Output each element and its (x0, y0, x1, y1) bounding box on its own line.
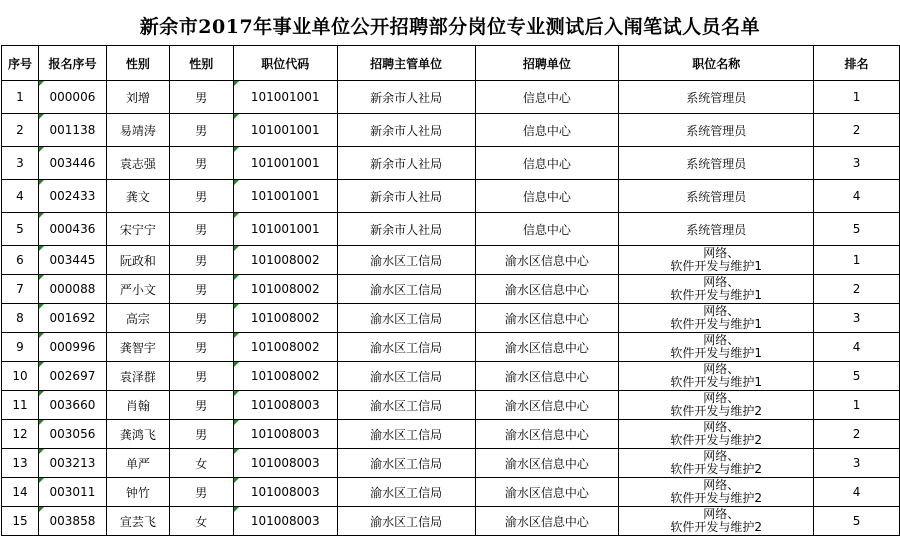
reg-no-cell: 003213 (38, 449, 106, 478)
seq-cell: 7 (2, 275, 39, 304)
name-cell: 宣芸飞 (106, 507, 169, 536)
gender-cell: 男 (169, 362, 233, 391)
seq-cell: 6 (2, 246, 39, 275)
table-row (2, 180, 900, 213)
rank-cell: 1 (814, 246, 900, 275)
seq-cell: 4 (2, 180, 39, 213)
name-cell: 高宗 (106, 304, 169, 333)
employer-cell: 渝水区信息中心 (475, 507, 619, 536)
authority-cell: 渝水区工信局 (337, 246, 475, 275)
employer-cell: 渝水区信息中心 (475, 420, 619, 449)
name-cell: 袁志强 (106, 147, 169, 180)
name-cell: 阮政和 (106, 246, 169, 275)
position-name-line: 网络、 (703, 333, 740, 347)
authority-cell: 渝水区工信局 (337, 362, 475, 391)
employer-cell: 渝水区信息中心 (475, 449, 619, 478)
authority-cell: 渝水区工信局 (337, 449, 475, 478)
gender-cell: 男 (169, 333, 233, 362)
reg-no-cell: 000996 (38, 333, 106, 362)
name-cell: 刘增 (106, 81, 169, 114)
rank-cell: 1 (814, 81, 900, 114)
employer-cell: 信息中心 (475, 180, 619, 213)
position-name-cell: 系统管理员 (619, 213, 814, 246)
reg-no-cell: 003011 (38, 478, 106, 507)
position-name-line: 网络、 (703, 391, 740, 405)
reg-no-cell: 000006 (38, 81, 106, 114)
position-code-cell: 101001001 (233, 147, 337, 180)
position-name-line: 网络、 (703, 478, 740, 492)
rank-cell: 2 (814, 420, 900, 449)
header-row (2, 46, 900, 81)
header-cell: 性别 (106, 46, 169, 81)
employer-cell: 渝水区信息中心 (475, 362, 619, 391)
header-cell: 招聘主管单位 (337, 46, 475, 81)
name-cell: 严小文 (106, 275, 169, 304)
header-cell: 职位代码 (233, 46, 337, 81)
position-code-cell: 101001001 (233, 114, 337, 147)
table-row (2, 362, 900, 391)
gender-cell: 男 (169, 213, 233, 246)
table-row (2, 114, 900, 147)
position-name-line: 网络、 (703, 304, 740, 318)
position-name-cell: 系统管理员 (619, 114, 814, 147)
header-cell: 排名 (814, 46, 900, 81)
seq-cell: 2 (2, 114, 39, 147)
employer-cell: 信息中心 (475, 114, 619, 147)
table-row (2, 213, 900, 246)
position-code-cell: 101008002 (233, 362, 337, 391)
seq-cell: 8 (2, 304, 39, 333)
seq-cell: 5 (2, 213, 39, 246)
position-name-cell (619, 391, 814, 420)
reg-no-cell: 000088 (38, 275, 106, 304)
position-name-line: 软件开发与维护1 (670, 317, 763, 331)
employer-cell: 信息中心 (475, 147, 619, 180)
position-name-cell (619, 362, 814, 391)
reg-no-cell: 000436 (38, 213, 106, 246)
header-cell: 招聘单位 (475, 46, 619, 81)
reg-no-cell: 003445 (38, 246, 106, 275)
gender-cell: 男 (169, 420, 233, 449)
name-cell: 龚智宇 (106, 333, 169, 362)
position-name-cell: 系统管理员 (619, 147, 814, 180)
header-cell: 性别 (169, 46, 233, 81)
name-cell: 肖翰 (106, 391, 169, 420)
name-cell: 易靖涛 (106, 114, 169, 147)
position-code-cell: 101001001 (233, 180, 337, 213)
rank-cell: 2 (814, 114, 900, 147)
gender-cell: 女 (169, 507, 233, 536)
name-cell: 宋宁宁 (106, 213, 169, 246)
position-code-cell: 101008002 (233, 333, 337, 362)
gender-cell: 男 (169, 304, 233, 333)
authority-cell: 渝水区工信局 (337, 304, 475, 333)
employer-cell: 渝水区信息中心 (475, 304, 619, 333)
table-row (2, 304, 900, 333)
position-name-line: 软件开发与维护2 (670, 404, 763, 418)
header-cell: 序号 (2, 46, 39, 81)
position-code-cell: 101001001 (233, 213, 337, 246)
rank-cell: 3 (814, 304, 900, 333)
position-name-cell (619, 333, 814, 362)
name-cell: 单严 (106, 449, 169, 478)
rank-cell: 4 (814, 333, 900, 362)
table-row (2, 147, 900, 180)
position-name-cell (619, 246, 814, 275)
candidate-table (1, 45, 900, 536)
seq-cell: 11 (2, 391, 39, 420)
rank-cell: 2 (814, 275, 900, 304)
table-row (2, 478, 900, 507)
position-code-cell: 101008002 (233, 246, 337, 275)
employer-cell: 渝水区信息中心 (475, 246, 619, 275)
reg-no-cell: 002433 (38, 180, 106, 213)
table-row (2, 246, 900, 275)
gender-cell: 男 (169, 114, 233, 147)
table-row (2, 507, 900, 536)
reg-no-cell: 003446 (38, 147, 106, 180)
rank-cell: 4 (814, 180, 900, 213)
position-code-cell: 101008003 (233, 507, 337, 536)
position-name-line: 网络、 (703, 449, 740, 463)
gender-cell: 女 (169, 449, 233, 478)
authority-cell: 渝水区工信局 (337, 391, 475, 420)
position-name-cell (619, 275, 814, 304)
position-code-cell: 101008003 (233, 449, 337, 478)
table-row (2, 275, 900, 304)
authority-cell: 渝水区工信局 (337, 333, 475, 362)
position-code-cell: 101008003 (233, 478, 337, 507)
gender-cell: 男 (169, 81, 233, 114)
header-cell: 职位名称 (619, 46, 814, 81)
authority-cell: 新余市人社局 (337, 180, 475, 213)
rank-cell: 5 (814, 507, 900, 536)
reg-no-cell: 003056 (38, 420, 106, 449)
gender-cell: 男 (169, 180, 233, 213)
position-name-line: 网络、 (703, 275, 740, 289)
gender-cell: 男 (169, 478, 233, 507)
authority-cell: 新余市人社局 (337, 114, 475, 147)
position-name-cell: 系统管理员 (619, 180, 814, 213)
name-cell: 钟竹 (106, 478, 169, 507)
table-row (2, 420, 900, 449)
seq-cell: 14 (2, 478, 39, 507)
position-name-line: 软件开发与维护2 (670, 520, 763, 534)
position-name-line: 软件开发与维护1 (670, 375, 763, 389)
position-code-cell: 101008002 (233, 304, 337, 333)
position-name-line: 网络、 (703, 246, 740, 260)
employer-cell: 信息中心 (475, 213, 619, 246)
employer-cell: 渝水区信息中心 (475, 333, 619, 362)
gender-cell: 男 (169, 391, 233, 420)
authority-cell: 新余市人社局 (337, 213, 475, 246)
seq-cell: 12 (2, 420, 39, 449)
position-code-cell: 101008003 (233, 391, 337, 420)
table-body (2, 81, 900, 536)
seq-cell: 13 (2, 449, 39, 478)
seq-cell: 9 (2, 333, 39, 362)
table-row (2, 391, 900, 420)
position-name-cell (619, 304, 814, 333)
rank-cell: 1 (814, 391, 900, 420)
position-name-cell (619, 449, 814, 478)
employer-cell: 信息中心 (475, 81, 619, 114)
authority-cell: 渝水区工信局 (337, 275, 475, 304)
employer-cell: 渝水区信息中心 (475, 275, 619, 304)
authority-cell: 渝水区工信局 (337, 507, 475, 536)
position-name-line: 软件开发与维护1 (670, 288, 763, 302)
name-cell: 袁泽群 (106, 362, 169, 391)
rank-cell: 5 (814, 362, 900, 391)
reg-no-cell: 002697 (38, 362, 106, 391)
position-name-line: 软件开发与维护2 (670, 433, 763, 447)
authority-cell: 渝水区工信局 (337, 478, 475, 507)
table-row (2, 333, 900, 362)
rank-cell: 3 (814, 147, 900, 180)
authority-cell: 新余市人社局 (337, 147, 475, 180)
position-code-cell: 101001001 (233, 81, 337, 114)
position-name-cell (619, 507, 814, 536)
position-name-line: 网络、 (703, 507, 740, 521)
position-code-cell: 101008002 (233, 275, 337, 304)
seq-cell: 3 (2, 147, 39, 180)
position-name-cell: 系统管理员 (619, 81, 814, 114)
authority-cell: 渝水区工信局 (337, 420, 475, 449)
gender-cell: 男 (169, 275, 233, 304)
seq-cell: 1 (2, 81, 39, 114)
employer-cell: 渝水区信息中心 (475, 478, 619, 507)
gender-cell: 男 (169, 246, 233, 275)
position-code-cell: 101008003 (233, 420, 337, 449)
reg-no-cell: 001692 (38, 304, 106, 333)
authority-cell: 新余市人社局 (337, 81, 475, 114)
employer-cell: 渝水区信息中心 (475, 391, 619, 420)
header-cell: 报名序号 (38, 46, 106, 81)
reg-no-cell: 003660 (38, 391, 106, 420)
position-name-line: 软件开发与维护2 (670, 491, 763, 505)
table-row (2, 81, 900, 114)
position-name-cell (619, 420, 814, 449)
gender-cell: 男 (169, 147, 233, 180)
table-row (2, 449, 900, 478)
rank-cell: 3 (814, 449, 900, 478)
seq-cell: 10 (2, 362, 39, 391)
position-name-cell (619, 478, 814, 507)
rank-cell: 4 (814, 478, 900, 507)
seq-cell: 15 (2, 507, 39, 536)
position-name-line: 软件开发与维护2 (670, 462, 763, 476)
position-name-line: 网络、 (703, 362, 740, 376)
position-name-line: 软件开发与维护1 (670, 346, 763, 360)
rank-cell: 5 (814, 213, 900, 246)
name-cell: 龚鸿飞 (106, 420, 169, 449)
name-cell: 龚文 (106, 180, 169, 213)
reg-no-cell: 001138 (38, 114, 106, 147)
reg-no-cell: 003858 (38, 507, 106, 536)
position-name-line: 软件开发与维护1 (670, 259, 763, 273)
page-title: 新余市2017年事业单位公开招聘部分岗位专业测试后入闱笔试人员名单 (139, 16, 761, 38)
position-name-line: 网络、 (703, 420, 740, 434)
